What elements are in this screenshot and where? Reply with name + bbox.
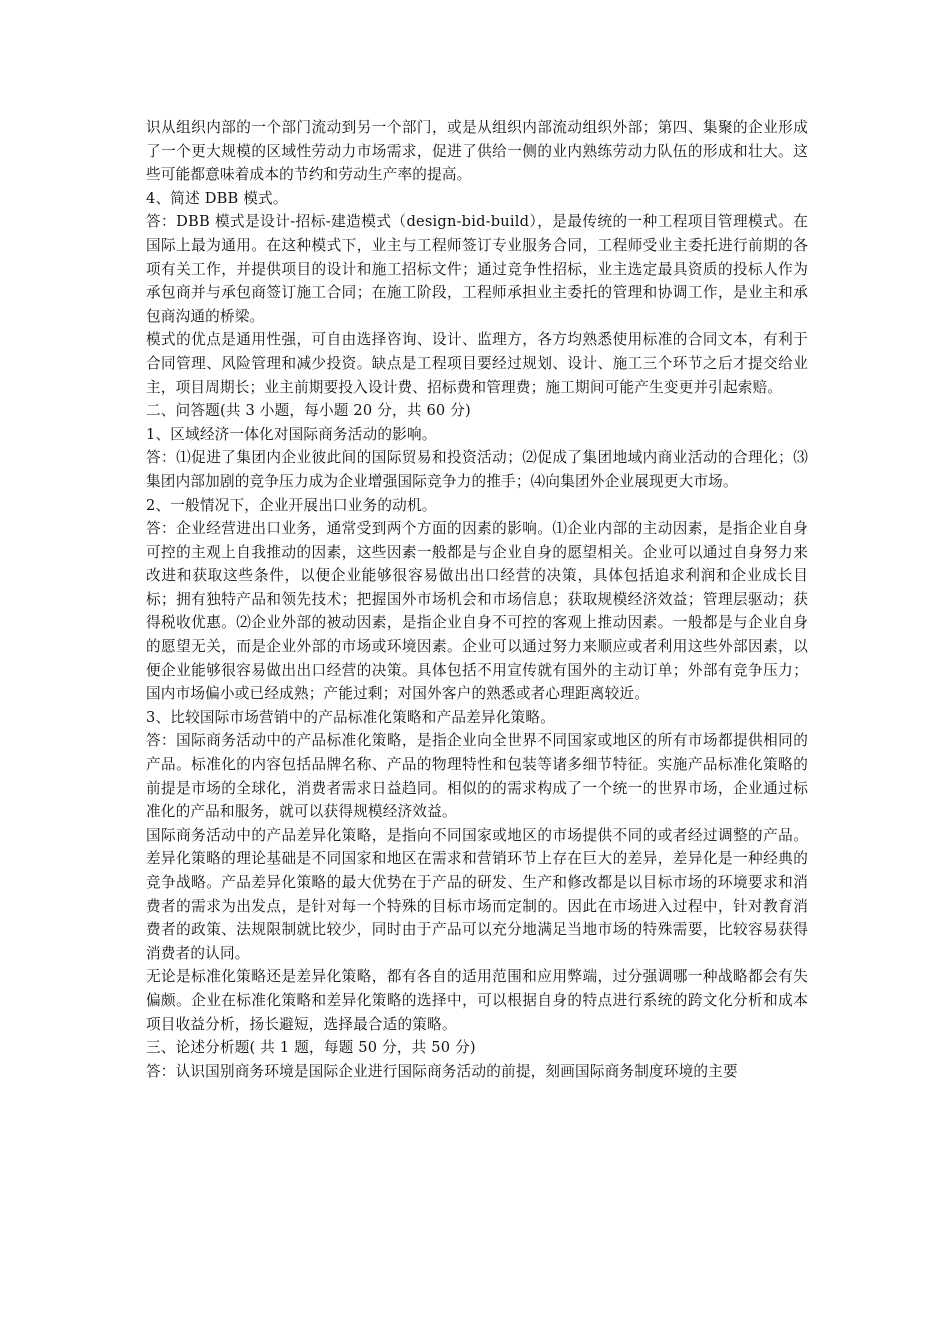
answer-strategy-choice: 无论是标准化策略还是差异化策略，都有各自的适用范围和应用弊端，过分强调哪一种战略都会有失偏颇。企业在标准化策略和差异化策略的选择中，可以根据自身的特点进行系统的跨文化分析和成本项目收益分析，扬长避短，选择最合适的策略。 (146, 968, 808, 1033)
section-heading-qa: 二、问答题(共 3 小题，每小题 20 分，共 60 分) (146, 402, 471, 420)
answer-dbb-pros-cons: 模式的优点是通用性强，可自由选择咨询、设计、监理方，各方均熟悉使用标准的合同文本，有利于合同管理、风险管理和减少投资。缺点是工程项目要经过规划、设计、施工三个环节之后才提交给业主，项目周期长；业主前期要投入设计费、招标费和管理费；施工期间可能产生变更并引起索赔。 (146, 331, 808, 396)
answer-essay-start: 答：认识国别商务环境是国际企业进行国际商务活动的前提，刻画国际商务制度环境的主要 (146, 1062, 738, 1080)
section-heading-essay: 三、论述分析题( 共 1 题，每题 50 分，共 50 分) (146, 1039, 476, 1057)
question-dbb-model: 4、简述 DBB 模式。 (146, 189, 288, 207)
question-export-motives: 2、一般情况下，企业开展出口业务的动机。 (146, 496, 437, 514)
answer-dbb-definition: 答：DBB 模式是设计-招标-建造模式（design-bid-build），是最传统的一种工程项目管理模式。在国际上最为通用。在这种模式下，业主与工程师签订专业服务合同，工程师受业主委托进行前期的各项有关工作，并提供项目的设计和施工招标文件；通过竞争性招标，业主选定最具资质的投标人作为承包商并与承包商签订施工合同；在施工阶段，工程师承担业主委托的管理和协调工作，是业主和承包商沟通的桥梁。 (146, 213, 808, 325)
answer-differentiation: 国际商务活动中的产品差异化策略，是指向不同国家或地区的市场提供不同的或者经过调整的产品。差异化策略的理论基础是不同国家和地区在需求和营销环节上存在巨大的差异，差异化是一种经典的竞争战略。产品差异化策略的最大优势在于产品的研发、生产和修改都是以目标市场的环境要求和消费者的需求为出发点，是针对每一个特殊的目标市场而定制的。因此在市场进入过程中，针对教育消费者的政策、法规限制就比较少，同时由于产品可以充分地满足当地市场的特殊需要，比较容易获得消费者的认同。 (146, 826, 808, 962)
answer-standardization: 答：国际商务活动中的产品标准化策略，是指企业向全世界不同国家或地区的所有市场都提供相同的产品。标准化的内容包括品牌名称、产品的物理特性和包装等诸多细节特征。实施产品标准化策略的前提是市场的全球化，消费者需求日益趋同。相似的的需求构成了一个统一的世界市场，企业通过标准化的产品和服务，就可以获得规模经济效益。 (146, 732, 808, 821)
answer-regional-integration: 答：⑴促进了集团内企业彼此间的国际贸易和投资活动；⑵促成了集团地域内商业活动的合理化；⑶集团内部加剧的竞争压力成为企业增强国际竞争力的推手；⑷向集团外企业展现更大市场。 (146, 449, 808, 490)
paragraph-agglomeration-labor: 识从组织内部的一个部门流动到另一个部门，或是从组织内部流动组织外部；第四、集聚的企业形成了一个更大规模的区域性劳动力市场需求，促进了供给一侧的业内熟练劳动力队伍的形成和壮大。这些可能都意味着成本的节约和劳动生产率的提高。 (146, 119, 808, 184)
question-regional-integration: 1、区域经济一体化对国际商务活动的影响。 (146, 425, 437, 443)
answer-export-motives: 答：企业经营进出口业务，通常受到两个方面的因素的影响。⑴企业内部的主动因素，是指企业自身可控的主观上自我推动的因素，这些因素一般都是与企业自身的愿望相关。企业可以通过自身努力来改进和获取这些条件，以便企业能够很容易做出出口经营的决策，具体包括追求利润和企业成长目标；拥有独特产品和领先技术；把握国外市场机会和市场信息；获取规模经济效益；管理层驱动；获得税收优惠。⑵企业外部的被动因素，是指企业自身不可控的客观上推动因素。一般都是与企业自身的愿望无关，而是企业外部的市场或环境因素。企业可以通过努力来顺应或者利用这些外部因素，以便企业能够很容易做出出口经营的决策。具体包括不用宣传就有国外的主动订单；外部有竞争压力；国内市场偏小或已经成熟；产能过剩；对国外客户的熟悉或者心理距离较近。 (146, 520, 808, 703)
question-standardization-vs-differentiation: 3、比较国际市场营销中的产品标准化策略和产品差异化策略。 (146, 708, 555, 726)
document-page (146, 116, 808, 1083)
